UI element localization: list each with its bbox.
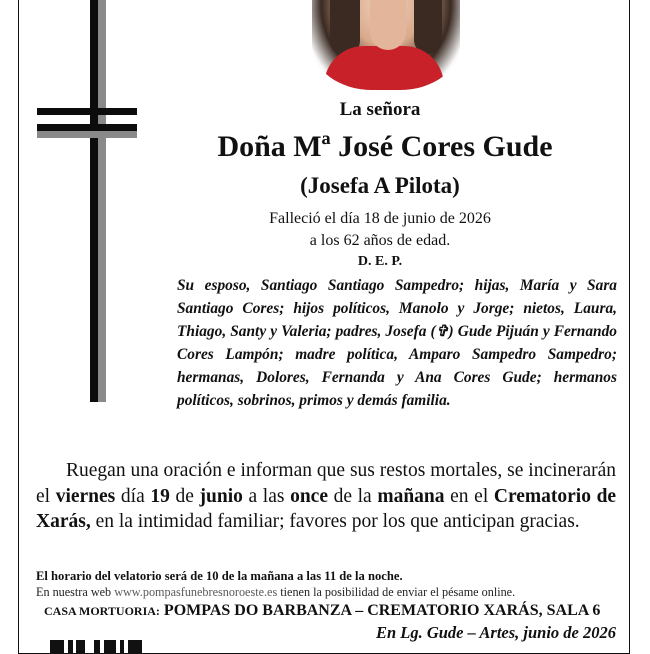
rip-text: D. E. P. xyxy=(357,254,403,269)
ceremony-month: junio xyxy=(199,485,243,507)
cross-vertical-light xyxy=(98,0,106,402)
website-link[interactable]: www.pompasfunebresnoroeste.es xyxy=(114,585,278,599)
age-line: a los 62 años de edad. xyxy=(309,232,451,249)
family-list: Su esposo, Santiago Santiago Sampedro; hijas, María y Sara Santiago Cores; hijos políticos, Manolo y Jorge; nietos, Laura, Thiago, Santy y Valeria; padres, Josefa (✞) Gude Pijuán y Fernando Cores Lampón; madre política, Amparo Sampedro Sampedro; hermanas, Dolores, Fernanda y Ana Cores Gude; hermanos políticos, sobrinos, primos y demás familia. xyxy=(177,277,617,410)
ceremony-place: Crematorio de Xarás, xyxy=(36,485,617,532)
ceremony-day-name: viernes xyxy=(55,485,116,507)
place-date: En Lg. Gude – Artes, junio de 2026 xyxy=(375,623,616,642)
qr-code-icon xyxy=(50,640,142,654)
cross-bar-dark-top xyxy=(37,108,137,115)
funeral-home-value: POMPAS DO BARBANZA – CREMATORIO XARÁS, SALA 6 xyxy=(163,602,601,619)
funeral-home xyxy=(44,602,600,620)
cross-bar-light xyxy=(37,131,137,138)
cross-vertical-dark xyxy=(90,0,98,402)
funeral-home-label: CASA MORTUORIA: xyxy=(44,604,160,618)
ceremony-announcement: Ruegan una oración e informan que sus restos mortales, se incinerarán el viernes día 19 de junio a las once de la mañana en el Crematorio de Xarás, en la intimidad familiar; favores por los que anticipan gracias. xyxy=(36,460,617,532)
death-date: Falleció el día 18 de junio de 2026 xyxy=(269,210,491,227)
web-notice: En nuestra web www.pompasfunebresnoroeste.es tienen la posibilidad de enviar el pésame online. xyxy=(36,585,516,599)
title-line: La señora xyxy=(339,99,421,120)
ceremony-hour: once xyxy=(290,485,328,507)
deceased-name: Doña Mª José Cores Gude xyxy=(217,130,553,163)
deceased-alias: (Josefa A Pilota) xyxy=(300,173,460,198)
cross-bar-dark-bottom xyxy=(37,124,137,131)
ceremony-day-number: 19 xyxy=(150,485,170,507)
portrait-photo xyxy=(312,0,460,90)
wake-hours: El horario del velatorio será de 10 de la mañana a las 11 de la noche. xyxy=(36,569,403,583)
